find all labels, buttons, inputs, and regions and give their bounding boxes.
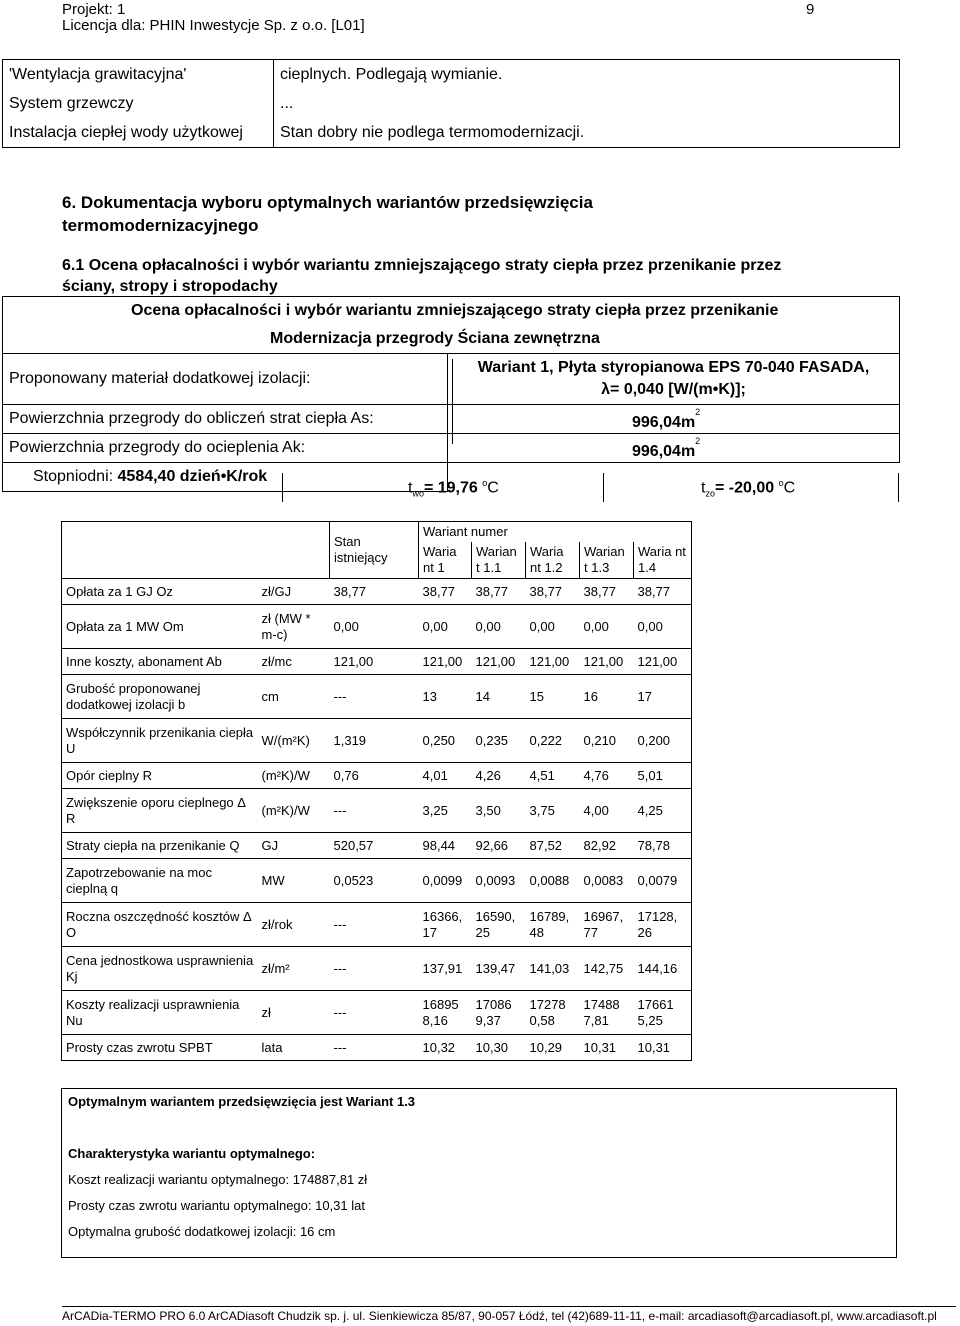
variant-value: 16590, 25: [472, 903, 526, 947]
variant-value: 3,25: [419, 789, 472, 833]
row-unit: zł (MW * m-c): [258, 605, 330, 649]
tzo-value: [701, 478, 795, 499]
variant-value: 10,29: [526, 1035, 580, 1061]
installation-value: ...: [274, 89, 900, 118]
twe-t: t: [408, 479, 413, 497]
variant-value: 17278 0,58: [526, 991, 580, 1035]
project-label: Projekt: 1: [62, 1, 126, 18]
variant-value: 10,31: [634, 1035, 692, 1061]
row-unit: zł/GJ: [258, 579, 330, 605]
optimal-variant: Optymalnym wariantem przedsięwzięcia jest Wariant 1.3: [68, 1094, 416, 1109]
row-unit: W/(m²K): [258, 719, 330, 763]
stan-value: ---: [330, 1035, 419, 1061]
variant-value: 82,92: [580, 833, 634, 859]
optimal-thickness: Optymalna grubość dodatkowej izolacji: 16 cm: [68, 1224, 336, 1239]
row-unit: (m²K)/W: [258, 763, 330, 789]
variant-value: 38,77: [634, 579, 692, 605]
summary-box: [61, 1088, 897, 1258]
tzo-deg: o: [778, 478, 784, 488]
variant-value: 4,51: [526, 763, 580, 789]
as-value-cell: [448, 405, 900, 434]
variant-value: 142,75: [580, 947, 634, 991]
table-row: [62, 903, 692, 947]
variant-value: 38,77: [419, 579, 472, 605]
variant-value: 0,00: [419, 605, 472, 649]
variant-value: 17086 9,37: [472, 991, 526, 1035]
variant-value: 0,00: [580, 605, 634, 649]
stan-value: 0,76: [330, 763, 419, 789]
row-divider: [603, 473, 604, 502]
row-unit: cm: [258, 675, 330, 719]
twe-deg: o: [482, 478, 488, 488]
variant-value: 13: [419, 675, 472, 719]
table-row: [62, 719, 692, 763]
stan-value: ---: [330, 675, 419, 719]
variant-value: 121,00: [526, 649, 580, 675]
row-unit: (m²K)/W: [258, 789, 330, 833]
variant-value: 92,66: [472, 833, 526, 859]
row-unit: zł: [258, 991, 330, 1035]
optimal-cost: Koszt realizacji wariantu optymalnego: 174887,81 zł: [68, 1172, 368, 1187]
row-unit: GJ: [258, 833, 330, 859]
variant-value: 121,00: [419, 649, 472, 675]
variant-value: 16789, 48: [526, 903, 580, 947]
variant-value: 121,00: [472, 649, 526, 675]
row-divider: [282, 473, 283, 502]
variant-value: 4,76: [580, 763, 634, 789]
variants-table: [61, 521, 692, 1061]
section-6-line-2: termomodernizacyjnego: [62, 216, 259, 235]
row-label: Cena jednostkowa usprawnienia Kj: [62, 947, 258, 991]
installations-table: [2, 59, 900, 148]
table-row: [62, 605, 692, 649]
variant-value: 87,52: [526, 833, 580, 859]
stan-value: ---: [330, 947, 419, 991]
table-row: [62, 763, 692, 789]
stan-value: 38,77: [330, 579, 419, 605]
assessment-table: [2, 296, 900, 492]
twe-value: [408, 478, 499, 499]
variant-value: 0,0088: [526, 859, 580, 903]
assessment-title: Ocena opłacalności i wybór wariantu zmniejszającego straty ciepła przez przenikanie: [3, 297, 900, 326]
section-6-1-heading: [62, 255, 781, 297]
row-label: Opór cieplny R: [62, 763, 258, 789]
row-divider: [898, 473, 899, 502]
section-6-line-1: 6. Dokumentacja wyboru optymalnych wariantów przedsięwzięcia: [62, 193, 593, 212]
variant-value: 0,00: [526, 605, 580, 649]
table-row: [62, 1035, 692, 1061]
variant-value: 38,77: [580, 579, 634, 605]
variant-value: 16895 8,16: [419, 991, 472, 1035]
variant-value: 78,78: [634, 833, 692, 859]
variant-value: 5,01: [634, 763, 692, 789]
stan-value: 1,319: [330, 719, 419, 763]
variant-value: 10,32: [419, 1035, 472, 1061]
stan-value: ---: [330, 991, 419, 1035]
variant-value: 141,03: [526, 947, 580, 991]
variant-value: 0,222: [526, 719, 580, 763]
row-unit: zł/m²: [258, 947, 330, 991]
table-row: [62, 579, 692, 605]
variant-value: 0,210: [580, 719, 634, 763]
variant-value: 0,0099: [419, 859, 472, 903]
variant-value: 10,30: [472, 1035, 526, 1061]
ak-label: Powierzchnia przegrody do ocieplenia Ak:: [3, 434, 448, 463]
header-wariant-numer: Wariant numer: [419, 522, 692, 543]
stan-value: ---: [330, 789, 419, 833]
characteristics-title: Charakterystyka wariantu optymalnego:: [68, 1146, 316, 1161]
variant-value: 38,77: [472, 579, 526, 605]
variant-value: 16366, 17: [419, 903, 472, 947]
material-label: Proponowany materiał dodatkowej izolacji:: [3, 354, 448, 405]
row-label: Koszty realizacji usprawnienia Nu: [62, 991, 258, 1035]
table-row: [62, 649, 692, 675]
variant-rows: [62, 579, 692, 1061]
variant-value: 0,200: [634, 719, 692, 763]
variant-value: 4,01: [419, 763, 472, 789]
variant-value: 121,00: [580, 649, 634, 675]
row-unit: zł/mc: [258, 649, 330, 675]
row-label: Inne koszty, abonament Ab: [62, 649, 258, 675]
stan-value: ---: [330, 903, 419, 947]
tzo-unit: C: [783, 479, 796, 497]
material-value-line-1: Wariant 1, Płyta styropianowa EPS 70-040 FASADA,: [477, 359, 870, 376]
material-value-line-2: λ= 0,040 [W/(m•K)];: [601, 381, 746, 398]
as-unit-sup: 2: [695, 406, 701, 417]
twe-unit: C: [487, 479, 499, 497]
variant-value: 139,47: [472, 947, 526, 991]
variant-value: 0,00: [634, 605, 692, 649]
row-label: Prosty czas zwrotu SPBT: [62, 1035, 258, 1061]
tzo-sub: zo: [705, 488, 715, 499]
variant-value: 3,50: [472, 789, 526, 833]
row-label: Zapotrzebowanie na moc cieplną q: [62, 859, 258, 903]
ak-value: 996,04m: [632, 442, 696, 460]
row-label: Roczna oszczędność kosztów Δ O: [62, 903, 258, 947]
variant-value: 10,31: [580, 1035, 634, 1061]
variant-value: 15: [526, 675, 580, 719]
row-label: Zwiększenie oporu cieplnego Δ R: [62, 789, 258, 833]
license-label: Licencja dla: PHIN Inwestycje Sp. z o.o. [L01]: [62, 17, 365, 34]
ak-value-cell: [448, 434, 900, 463]
row-unit: MW: [258, 859, 330, 903]
variant-value: 0,0083: [580, 859, 634, 903]
variant-value: 0,0079: [634, 859, 692, 903]
installation-label: System grzewczy: [3, 89, 274, 118]
degree-days-value: 4584,40 dzień•K/rok: [117, 468, 268, 485]
section-6-heading: [62, 191, 593, 237]
variant-header: Waria nt 1: [419, 542, 472, 579]
header-stan: Stan istniejący: [330, 522, 419, 579]
variant-value: 3,75: [526, 789, 580, 833]
ak-unit-sup: 2: [695, 435, 701, 446]
row-label: Opłata za 1 MW Om: [62, 605, 258, 649]
section-6-1-line-1: 6.1 Ocena opłacalności i wybór wariantu zmniejszającego straty ciepła przez przenikanie przez: [62, 257, 782, 274]
tzo-t: t: [701, 479, 706, 497]
variant-value: 144,16: [634, 947, 692, 991]
variant-value: 0,0093: [472, 859, 526, 903]
table-row: [62, 833, 692, 859]
tzo-number: = -20,00: [714, 479, 775, 497]
twe-number: = 19,76: [423, 479, 478, 497]
installation-value: Stan dobry nie podlega termomodernizacji.: [274, 118, 900, 148]
as-label: Powierzchnia przegrody do obliczeń strat ciepła As:: [3, 405, 448, 434]
installation-label: Instalacja ciepłej wody użytkowej: [3, 118, 274, 148]
installation-label: 'Wentylacja grawitacyjna': [3, 60, 274, 90]
variant-value: 4,25: [634, 789, 692, 833]
variant-value: 4,00: [580, 789, 634, 833]
variant-value: 98,44: [419, 833, 472, 859]
section-6-1-line-2: ściany, stropy i stropodachy: [62, 278, 278, 295]
variant-value: 14: [472, 675, 526, 719]
optimal-payback: Prosty czas zwrotu wariantu optymalnego: 10,31 lat: [68, 1198, 365, 1213]
stan-value: 121,00: [330, 649, 419, 675]
variant-header: Waria nt 1.2: [526, 542, 580, 579]
col-divider: [452, 359, 453, 444]
variant-value: 121,00: [634, 649, 692, 675]
empty-header-cell: [62, 522, 330, 579]
degree-days-cell: [3, 463, 448, 492]
table-row: [62, 859, 692, 903]
row-label: Grubość proponowanej dodatkowej izolacji b: [62, 675, 258, 719]
variant-value: 17128, 26: [634, 903, 692, 947]
stan-value: 0,00: [330, 605, 419, 649]
variant-header: Warian t 1.3: [580, 542, 634, 579]
table-row: [62, 991, 692, 1035]
variant-value: 38,77: [526, 579, 580, 605]
variant-value: 4,26: [472, 763, 526, 789]
as-value: 996,04m: [632, 413, 696, 431]
variant-value: 0,235: [472, 719, 526, 763]
variant-value: 0,250: [419, 719, 472, 763]
variant-value: 17661 5,25: [634, 991, 692, 1035]
variant-value: 16967, 77: [580, 903, 634, 947]
twe-sub: wo: [412, 488, 424, 499]
page-number: 9: [806, 1, 815, 18]
stan-value: 520,57: [330, 833, 419, 859]
row-unit: zł/rok: [258, 903, 330, 947]
degree-days-label: Stopniodni:: [33, 468, 118, 485]
footer: ArCADia-TERMO PRO 6.0 ArCADiasoft Chudzik sp. j. ul. Sienkiewicza 85/87, 90-057 Łódź, tel (42)689-11-11, e-mail: arcadiasoft@arcadiasoft.pl, www.arcadiasoft.pl: [62, 1306, 956, 1325]
row-label: Współczynnik przenikania ciepła U: [62, 719, 258, 763]
variant-value: 17488 7,81: [580, 991, 634, 1035]
variant-value: 17: [634, 675, 692, 719]
variant-value: 0,00: [472, 605, 526, 649]
table-row: [62, 947, 692, 991]
variant-value: 137,91: [419, 947, 472, 991]
assessment-subtitle: Modernizacja przegrody Ściana zewnętrzna: [3, 325, 900, 354]
table-row: [62, 789, 692, 833]
stan-value: 0,0523: [330, 859, 419, 903]
variant-header: Warian t 1.1: [472, 542, 526, 579]
row-label: Opłata za 1 GJ Oz: [62, 579, 258, 605]
material-value: [448, 354, 900, 405]
table-row: [62, 675, 692, 719]
variant-header: Waria nt 1.4: [634, 542, 692, 579]
variant-value: 16: [580, 675, 634, 719]
installation-value: cieplnych. Podlegają wymianie.: [274, 60, 900, 90]
row-label: Straty ciepła na przenikanie Q: [62, 833, 258, 859]
row-unit: lata: [258, 1035, 330, 1061]
